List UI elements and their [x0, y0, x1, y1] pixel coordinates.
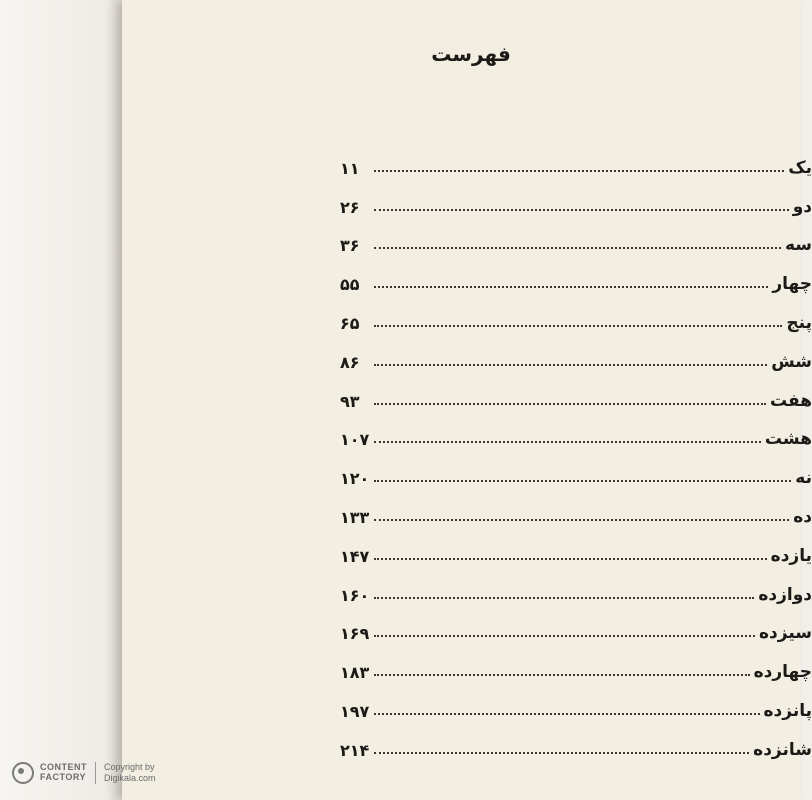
- facing-page-edge: [0, 0, 122, 800]
- toc-entry: [340, 332, 812, 371]
- toc-entry-page: ۱۶۹: [340, 624, 370, 644]
- toc-entry-page: ۲۶: [340, 197, 360, 217]
- toc-entry: [340, 487, 812, 526]
- toc-entry-title: هشت: [764, 429, 812, 450]
- toc-leader-dots: [374, 363, 767, 366]
- toc-entry-title: شش: [771, 351, 812, 372]
- toc-entry: [340, 604, 812, 643]
- watermark-copyright-line1: Copyright by: [104, 762, 155, 773]
- toc-entry-page: ۹۳: [340, 391, 360, 411]
- toc-entry: [340, 138, 812, 177]
- watermark-brand-line2: FACTORY: [40, 772, 87, 782]
- toc-entry-page: ۸۶: [340, 352, 360, 372]
- toc-entry-title: چهارده: [753, 662, 812, 683]
- watermark-brand: [40, 763, 87, 783]
- toc-entry-page: ۶۵: [340, 313, 360, 333]
- toc-entry-page: ۱۳۳: [340, 507, 370, 527]
- toc-entry: [340, 720, 812, 759]
- toc-entry-page: ۱۶۰: [340, 585, 370, 605]
- toc-entry-title: پانزده: [763, 700, 812, 721]
- toc-leader-dots: [374, 712, 760, 715]
- toc-leader-dots: [374, 751, 749, 754]
- toc-entry-page: ۲۱۴: [340, 740, 370, 760]
- toc-leader-dots: [374, 246, 781, 249]
- toc-entry-title: سه: [784, 235, 812, 256]
- watermark-copyright: [104, 762, 156, 784]
- toc-entry-title: نه: [795, 468, 812, 489]
- watermark: [12, 762, 156, 784]
- toc-entry-title: دو: [792, 196, 812, 217]
- toc-leader-dots: [374, 557, 767, 560]
- watermark-brand-line1: CONTENT: [40, 762, 87, 773]
- content-factory-logo-icon: [12, 762, 34, 784]
- toc-entry-page: ۳۶: [340, 236, 360, 256]
- toc-entry: [340, 293, 812, 332]
- toc-entry: [340, 410, 812, 449]
- toc-entry-title: دوازده: [758, 584, 812, 605]
- toc-entry-page: ۱۱: [340, 158, 360, 178]
- toc-leader-dots: [374, 324, 782, 327]
- toc-entry-title: یک: [788, 157, 812, 178]
- toc-entry-page: ۵۵: [340, 275, 360, 295]
- table-of-contents: [340, 138, 812, 759]
- toc-leader-dots: [374, 673, 750, 676]
- toc-entry: [340, 642, 812, 681]
- toc-entry-page: ۱۸۳: [340, 663, 370, 683]
- toc-leader-dots: [374, 596, 754, 599]
- toc-entry: [340, 216, 812, 255]
- toc-leader-dots: [374, 169, 784, 172]
- toc-entry-page: ۱۲۰: [340, 469, 370, 489]
- toc-entry-title: سیزده: [759, 623, 812, 644]
- toc-entry-title: چهار: [772, 274, 812, 295]
- toc-entry-page: ۱۰۷: [340, 430, 370, 450]
- toc-leader-dots: [374, 285, 768, 288]
- toc-leader-dots: [374, 440, 761, 443]
- toc-entry-title: پنج: [786, 312, 812, 333]
- toc-entry: [340, 526, 812, 565]
- book-page: [122, 0, 812, 800]
- page-title: فهرست: [431, 42, 511, 66]
- toc-entry-page: ۱۹۷: [340, 701, 370, 721]
- toc-leader-dots: [374, 479, 791, 482]
- toc-entry: [340, 448, 812, 487]
- watermark-divider: [95, 762, 96, 784]
- toc-entry: [340, 177, 812, 216]
- toc-entry: [340, 371, 812, 410]
- toc-entry-title: ده: [793, 506, 812, 527]
- toc-entry-title: شانزده: [753, 739, 812, 760]
- toc-entry-title: یازده: [770, 545, 812, 566]
- toc-leader-dots: [374, 208, 789, 211]
- toc-entry-page: ۱۴۷: [340, 546, 370, 566]
- toc-leader-dots: [374, 518, 789, 521]
- toc-entry: [340, 565, 812, 604]
- toc-entry-title: هفت: [769, 390, 812, 411]
- toc-leader-dots: [374, 634, 755, 637]
- watermark-copyright-line2: Digikala.com: [104, 773, 156, 783]
- toc-leader-dots: [374, 402, 766, 405]
- toc-entry: [340, 254, 812, 293]
- toc-entry: [340, 681, 812, 720]
